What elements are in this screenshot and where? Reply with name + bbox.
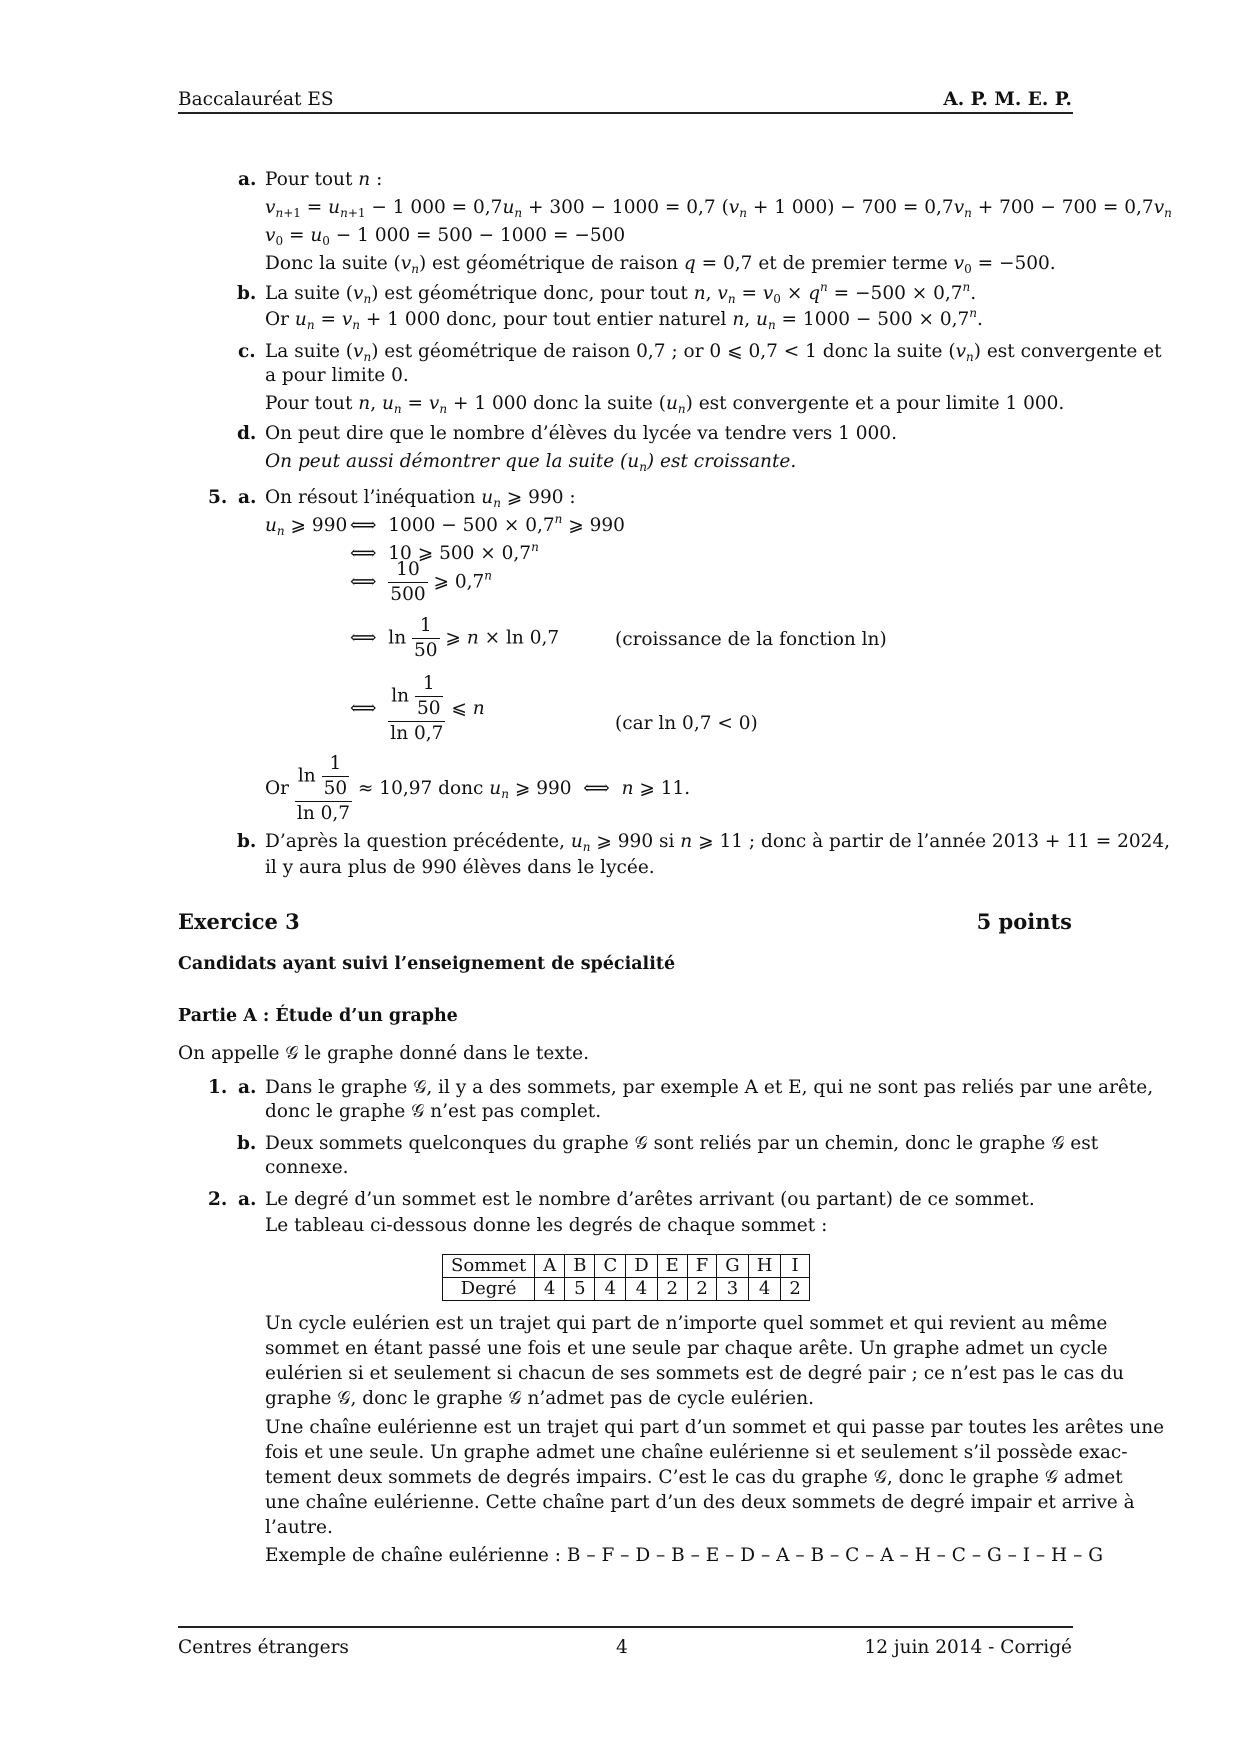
q5a-note1: (croissance de la fonction ln): [615, 629, 887, 650]
p1b-line1: Deux sommets quelconques du graphe 𝒢 sont reliés par un chemin, donc le graphe 𝒢 est: [265, 1133, 1099, 1154]
q5-number: 5.: [208, 487, 228, 508]
p1b-label: b.: [237, 1133, 257, 1154]
q5b-label: b.: [237, 831, 257, 852]
q5b-line2: il y aura plus de 990 élèves dans le lycée.: [265, 857, 655, 878]
table-cell: 4: [535, 1278, 565, 1301]
q4b-label: b.: [237, 283, 257, 304]
table-cell: 3: [717, 1278, 748, 1301]
table-cell: 5: [565, 1278, 595, 1301]
p1-number: 1.: [208, 1077, 228, 1098]
q4a-conclusion: Donc la suite $(v_n)$ est géométrique de raison q = 0,7 et de premier terme $v_0 = -500$.: [265, 253, 1056, 276]
q4a-eq2: $v_0 = u_0 - 1$ 000 = 500 − 1000 = −500: [265, 225, 626, 248]
p1a-line2: donc le graphe 𝒢 n’est pas complet.: [265, 1101, 602, 1122]
table-cell: G: [717, 1255, 748, 1278]
para2-line: une chaîne eulérienne. Cette chaîne part d’un des deux sommets de degré impair et arrive à: [265, 1492, 1135, 1513]
q5a-step5: ⟺ ln $\frac{1}{50}$ ln 0,7 ⩽ n: [350, 673, 485, 744]
exercise-subtitle: Candidats ayant suivi l’enseignement de spécialité: [178, 954, 676, 974]
para1-line: eulérien si et seulement si chacun de ses sommets est de degré pair ; ce n’est pas le cas du: [265, 1363, 1124, 1384]
para1-line: graphe 𝒢, donc le graphe 𝒢 n’admet pas de cycle eulérien.: [265, 1388, 815, 1409]
header-rule: [178, 112, 1073, 114]
table-row: [443, 1255, 810, 1278]
table-cell: 4: [748, 1278, 781, 1301]
para2-line: tement deux sommets de degrés impairs. C’est le cas du graphe 𝒢, donc le graphe 𝒢 admet: [265, 1467, 1123, 1488]
table-cell: D: [626, 1255, 657, 1278]
p2a-line1: Le degré d’un sommet est le nombre d’arêtes arrivant (ou partant) de ce sommet.: [265, 1189, 1035, 1210]
footer-page-number: 4: [616, 1637, 628, 1658]
q4c-line3: Pour tout n, $u_n = v_n + 1$ 000 donc la suite $(u_n)$ est convergente et a pour limite 1 000.: [265, 393, 1065, 416]
q5b-line1: D’après la question précédente, $u_n$ ⩾ 990 si n ⩾ 11 ; donc à partir de l’année 2013 + 11 = 2024,: [265, 831, 1171, 854]
para1-line: sommet en étant passé une fois et une seule par chaque arête. Un graphe admet un cycle: [265, 1338, 1108, 1359]
exercise-intro: On appelle 𝒢 le graphe donné dans le texte.: [178, 1043, 590, 1064]
degree-table: [442, 1254, 810, 1301]
table-cell: I: [781, 1255, 809, 1278]
table-cell: 2: [781, 1278, 809, 1301]
q4a-label: a.: [238, 169, 257, 190]
p1a-line1: Dans le graphe 𝒢, il y a des sommets, par exemple A et E, qui ne sont pas reliés par une arête,: [265, 1077, 1154, 1098]
q4a-eq1: $v_{n+1} = u_{n+1} - 1$ $000 = 0,7u_n + 300 - 1000 = 0,7$ ($v_n + 1$ $000) - 700 = 0,7v_n + 700 - 700 = 0,7v_n$: [265, 197, 1172, 220]
q4d-line1: On peut dire que le nombre d’élèves du lycée va tendre vers 1 000.: [265, 423, 897, 444]
table-cell: H: [748, 1255, 781, 1278]
q5a-label: a.: [238, 487, 257, 508]
q4c-label: c.: [238, 341, 256, 362]
table-cell: C: [595, 1255, 626, 1278]
p2a-line2: Le tableau ci-dessous donne les degrés de chaque sommet :: [265, 1215, 828, 1236]
para2-line: fois et une seule. Un graphe admet une chaîne eulérienne si et seulement s’il possède exac-: [265, 1442, 1128, 1463]
q4b-line1: La suite $(v_n)$ est géométrique donc, pour tout n, $v_n = v_0 \times q^n = -500 \times 0,7^n$.: [265, 280, 977, 306]
table-cell: E: [657, 1255, 687, 1278]
q5a-step1-left: $u_n$ ⩾ 990: [265, 515, 348, 538]
table-cell: F: [687, 1255, 717, 1278]
header-right: A. P. M. E. P.: [943, 89, 1072, 110]
table-cell: 4: [595, 1278, 626, 1301]
footer-rule: [178, 1626, 1073, 1628]
p2a-label: a.: [238, 1189, 257, 1210]
table-header-cell: Degré: [443, 1278, 535, 1301]
table-cell: A: [535, 1255, 565, 1278]
q5a-step3: ⟺ $\frac{10}{500}$ ⩾ 0,7$^n$: [350, 559, 493, 605]
q5a-intro: On résout l’inéquation $u_n$ ⩾ 990 :: [265, 487, 576, 510]
table-cell: B: [565, 1255, 595, 1278]
p1b-line2: connexe.: [265, 1157, 349, 1178]
table-row: [443, 1278, 810, 1301]
exercise-points: 5 points: [976, 909, 1072, 934]
q5a-conclusion: Or ln $\frac{1}{50}$ ln 0,7 ≈ 10,97 donc $u_n$ ⩾ 990 ⟺ n ⩾ 11.: [265, 753, 691, 824]
exercise-title: Exercice 3: [178, 909, 300, 934]
footer-left: Centres étrangers: [178, 1637, 349, 1658]
para2-line: Une chaîne eulérienne est un trajet qui part d’un sommet et qui passe par toutes les arêtes une: [265, 1417, 1165, 1438]
q4b-line2: Or $u_n = v_n + 1$ 000 donc, pour tout entier naturel n, $u_n = 1000 - 500 \times 0,7^n$.: [265, 306, 983, 332]
q5a-step4: ⟺ ln $\frac{1}{50}$ ⩾ n × ln 0,7: [350, 615, 560, 661]
euler-example: Exemple de chaîne eulérienne : B – F – D – B – E – D – A – B – C – A – H – C – G – I – H – G: [265, 1545, 1103, 1566]
q5a-note2: (car ln 0,7 < 0): [615, 713, 758, 734]
p1a-label: a.: [238, 1077, 257, 1098]
table-cell: 4: [626, 1278, 657, 1301]
table-header-cell: Sommet: [443, 1255, 535, 1278]
q5a-step1: ⟺ $1000 - 500 \times 0,7^n$ ⩾ 990: [350, 512, 625, 536]
q5a-step2: ⟺ 10 ⩾ $500 \times 0,7^n$: [350, 540, 539, 564]
q4d-label: d.: [237, 423, 257, 444]
q4c-line1: La suite $(v_n)$ est géométrique de raison 0,7 ; or 0 ⩽ 0,7 < 1 donc la suite $(v_n)$ est convergente et: [265, 341, 1162, 364]
para1-line: Un cycle eulérien est un trajet qui part de n’importe quel sommet et qui revient au même: [265, 1313, 1108, 1334]
q4c-line2: a pour limite 0.: [265, 365, 409, 386]
footer-right: 12 juin 2014 - Corrigé: [864, 1637, 1072, 1658]
p2-number: 2.: [208, 1189, 228, 1210]
q4d-line2: On peut aussi démontrer que la suite $(u_n)$ est croissante.: [265, 451, 797, 474]
table-cell: 2: [657, 1278, 687, 1301]
para2-line: l’autre.: [265, 1517, 333, 1538]
partA-title: Partie A : Étude d’un graphe: [178, 1006, 458, 1026]
q4a-intro: Pour tout n :: [265, 169, 383, 190]
table-cell: 2: [687, 1278, 717, 1301]
header-left: Baccalauréat ES: [178, 89, 334, 110]
